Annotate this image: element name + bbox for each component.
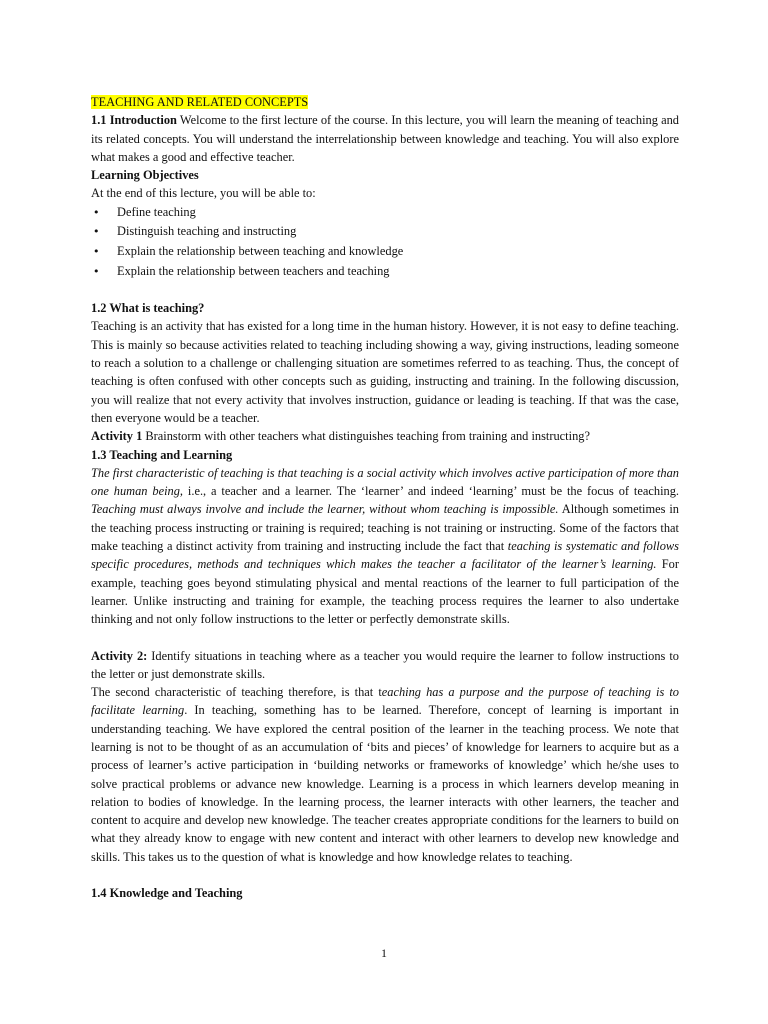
section2-heading: 1.2 What is teaching? (91, 301, 205, 316)
second-characteristic-paragraph (91, 683, 679, 866)
section3-italic-2: Teaching must always involve and include the learner, without whom teaching is impossible. (91, 502, 559, 517)
section3-italic-1: The first characteristic of teaching is that teaching is a social activity which involves active participation of more than one human being, (91, 465, 679, 499)
intro-paragraph (91, 111, 679, 166)
activity2-label: Activity 2: (91, 648, 148, 663)
document-body (91, 93, 679, 902)
activity2-text: Identify situations in teaching where as a teacher you would require the learner to follow instructions to the letter or just demonstrate skills. (91, 648, 679, 681)
section3-text-3: For example, teaching goes beyond stimulating physical and mental reactions of the learner to full participation of the learner. Unlike instructing and training for example, the teaching process requires the learner to also undertake thinking and not only follow instructions to the letter or perfectly demonstrate skills. (91, 557, 680, 627)
title-line (91, 93, 679, 111)
list-item: • Distinguish teaching and instructing (117, 222, 679, 242)
objectives-heading: Learning Objectives (91, 168, 199, 183)
activity1-label: Activity 1 (91, 429, 143, 444)
document-title: TEACHING AND RELATED CONCEPTS (91, 95, 309, 109)
spacer (91, 629, 679, 647)
objectives-list (91, 203, 679, 281)
intro-heading: 1.1 Introduction (91, 113, 177, 128)
section3-paragraph (91, 464, 679, 629)
section3-heading: 1.3 Teaching and Learning (91, 447, 233, 462)
list-item: • Define teaching (117, 203, 679, 223)
para2-text-2: . In teaching, something has to be learned. Therefore, concept of learning is important in understanding teaching. We have explored the central position of the learner in the teaching process. We note that learning is not to be thought of as an accumulation of ‘bits and pieces’ of knowledge for learners to acquire but as a process of learner’s active participation in ‘building networks or frameworks of knowledge’ which he/she uses to solve practical problems or advance new knowledge. Learning is a process in which learners develop meaning in relation to bodies of knowledge. In the learning process, the learner interacts with other learners, the teacher and content to acquire and develop new knowledge. The teacher creates appropriate conditions for the learners to build on what they already know to engage with new content and interact with other learners to develop new knowledge and skills. This takes us to the question of what is knowledge and how knowledge relates to teaching. (91, 703, 679, 864)
list-item: • Explain the relationship between teaching and knowledge (117, 242, 679, 262)
para2-italic-1: eaching has a purpose and the purpose of teaching is to facilitate learning (91, 685, 680, 718)
section2-paragraph: Teaching is an activity that has existed for a long time in the human history. However, it is not easy to define teaching. This is mainly so because activities related to teaching including showing a way, giving instructions, leading someone to reach a solution to a challenge or challenging situation are sometimes referred to as teaching. Thus, the concept of teaching is often confused with other concepts such as guiding, instructing and training. In the following discussion, you will realize that not every activity that involves instruction, guidance or leading is teaching. If that was the case, then everyone would be a teacher. (91, 319, 679, 425)
activity1-text: Brainstorm with other teachers what distinguishes teaching from training and instructing? (142, 429, 590, 444)
section3-text-1: i.e., a teacher and a learner. The ‘learner’ and indeed ‘learning’ must be the focus of teaching. (183, 484, 679, 499)
activity1-paragraph (91, 427, 679, 445)
section3-italic-3: teaching is systematic and follows specific procedures, methods and techniques which makes the teacher a facilitator of the learner’s learning. (91, 539, 680, 572)
spacer (91, 866, 679, 884)
para2-text-1: The second characteristic of teaching therefore, is that t (91, 685, 382, 700)
section4-heading: 1.4 Knowledge and Teaching (91, 886, 243, 901)
intro-text: Welcome to the first lecture of the course. In this lecture, you will learn the meaning of teaching and its related concepts. You will understand the interrelationship between knowledge and teaching. You will also explore what makes a good and effective teacher. (91, 113, 679, 164)
spacer (91, 281, 679, 299)
list-item: • Explain the relationship between teachers and teaching (117, 262, 679, 282)
objectives-lead: At the end of this lecture, you will be able to: (91, 186, 316, 201)
activity2-paragraph (91, 647, 679, 684)
section3-text-2: Although sometimes in the teaching process instructing or training is required; teaching is not training or instructing. Some of the factors that make teaching a distinct activity from training and instructing include the fact that (91, 502, 679, 554)
page-number: 1 (381, 946, 387, 960)
